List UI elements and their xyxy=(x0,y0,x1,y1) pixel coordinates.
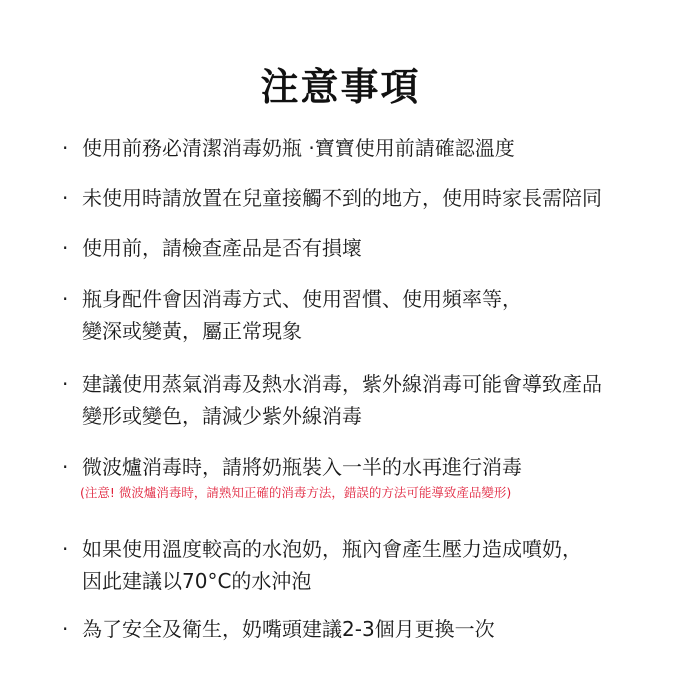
notice-item xyxy=(62,533,582,597)
bullet-icon: · xyxy=(62,372,69,396)
notice-text: 使用前，請檢查產品是否有損壞 xyxy=(82,236,362,260)
notice-text-continued: 變形或變色，請減少紫外線消毒 xyxy=(82,404,362,428)
notice-text: 微波爐消毒時，請將奶瓶裝入一半的水再進行消毒 xyxy=(82,455,522,479)
bullet-icon: · xyxy=(62,287,69,311)
bullet-icon: · xyxy=(62,236,69,260)
notice-item xyxy=(62,182,602,214)
bullet-icon: · xyxy=(62,537,69,561)
notice-text-continued: 因此建議以70°C的水沖泡 xyxy=(82,569,312,593)
notice-item xyxy=(62,132,515,164)
notice-text: 建議使用蒸氣消毒及熱水消毒，紫外線消毒可能會導致產品 xyxy=(82,372,602,396)
notice-text: 為了安全及衛生，奶嘴頭建議2-3個月更換一次 xyxy=(82,617,495,641)
notice-item xyxy=(62,283,522,347)
notice-item xyxy=(62,451,522,503)
notice-text: 使用前務必清潔消毒奶瓶 ·寶寶使用前請確認溫度 xyxy=(82,136,515,160)
notice-text-continued: 變深或變黃，屬正常現象 xyxy=(82,319,302,343)
notice-item xyxy=(62,613,495,645)
bullet-icon: · xyxy=(62,455,69,479)
notice-text: 如果使用溫度較高的水泡奶，瓶內會產生壓力造成噴奶， xyxy=(82,537,582,561)
page-title: 注意事項 xyxy=(260,65,421,110)
bullet-icon: · xyxy=(62,617,69,641)
notice-text: 瓶身配件會因消毒方式、使用習慣、使用頻率等， xyxy=(82,287,522,311)
notice-item xyxy=(62,232,362,264)
bullet-icon: · xyxy=(62,186,69,210)
warning-note: (注意! 微波爐消毒時，請熟知正確的消毒方法，錯誤的方法可能導致產品變形) xyxy=(80,485,512,500)
notice-item xyxy=(62,368,602,432)
bullet-icon: · xyxy=(62,136,69,160)
notice-text: 未使用時請放置在兒童接觸不到的地方，使用時家長需陪同 xyxy=(82,186,602,210)
